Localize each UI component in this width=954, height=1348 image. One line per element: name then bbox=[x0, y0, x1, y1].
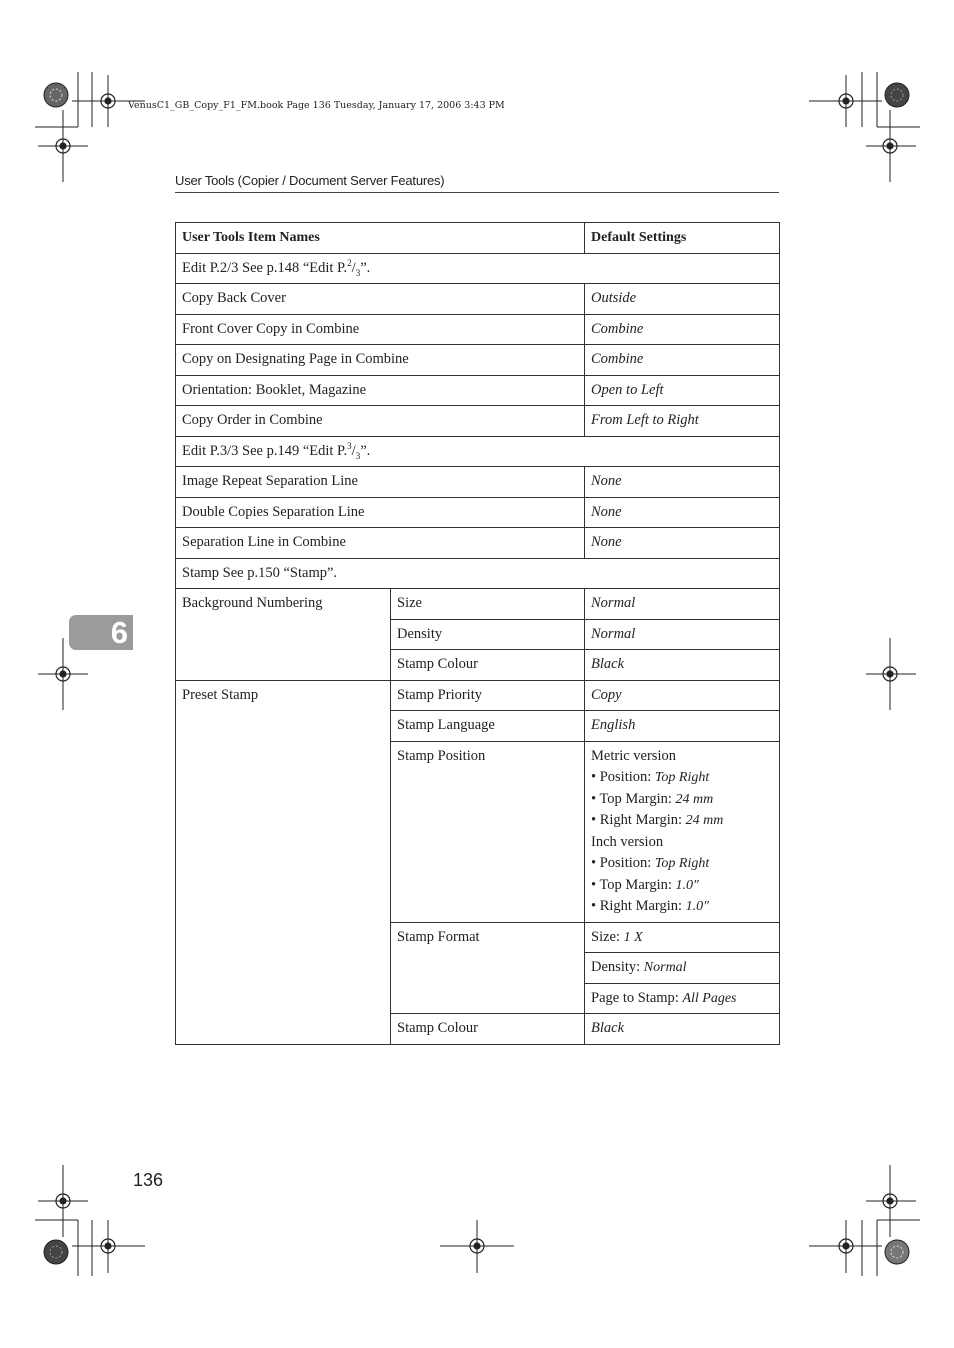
format-density bbox=[585, 953, 780, 984]
format-label: Page to Stamp: bbox=[591, 989, 683, 1006]
item-default: Normal bbox=[585, 589, 780, 620]
sub-item-name: Size bbox=[391, 589, 585, 620]
item-default: Outside bbox=[585, 284, 780, 315]
table-row bbox=[176, 467, 780, 498]
group-preset-stamp: Preset Stamp bbox=[176, 680, 391, 1044]
running-head: User Tools (Copier / Document Server Features) bbox=[175, 173, 445, 188]
sub-item-name: Stamp Format bbox=[391, 922, 585, 1014]
bullet-label: • Right Margin: bbox=[591, 898, 686, 914]
bullet-value: Top Right bbox=[654, 770, 710, 785]
file-info: VenusC1_GB_Copy_F1_FM.book Page 136 Tuesday, January 17, 2006 3:43 PM bbox=[128, 100, 505, 111]
bullet-value: 1.0″ bbox=[685, 899, 709, 914]
item-default: Black bbox=[585, 650, 780, 681]
item-default: Open to Left bbox=[585, 375, 780, 406]
item-default: From Left to Right bbox=[585, 406, 780, 437]
sub-item-name: Stamp Position bbox=[391, 741, 585, 922]
table-row bbox=[176, 589, 780, 620]
item-name: Copy Back Cover bbox=[176, 284, 585, 315]
sub-item-name: Density bbox=[391, 619, 585, 650]
table-row bbox=[176, 406, 780, 437]
bullet-value: 1.0″ bbox=[675, 877, 699, 893]
bullet-label: • Right Margin: bbox=[591, 812, 686, 828]
header-defaults: Default Settings bbox=[585, 223, 780, 254]
bullet-value: 24 mm bbox=[675, 791, 714, 807]
section-edit2-sub: 3 bbox=[355, 267, 361, 278]
format-page-to-stamp bbox=[585, 983, 780, 1014]
sub-item-name: Stamp Colour bbox=[391, 1014, 585, 1045]
table-header-row bbox=[176, 223, 780, 254]
bullet-label: • Position: bbox=[591, 769, 655, 785]
item-default: English bbox=[585, 711, 780, 742]
item-default: Black bbox=[585, 1014, 780, 1045]
format-value: 1 X bbox=[623, 929, 643, 945]
item-default: None bbox=[585, 467, 780, 498]
item-default: Combine bbox=[585, 314, 780, 345]
table-row bbox=[176, 497, 780, 528]
bullet-value: 24 mm bbox=[685, 813, 724, 828]
section-edit2-post: ”. bbox=[360, 259, 371, 276]
section-edit2-pre: Edit P.2/3 See p.148 “Edit P. bbox=[182, 259, 348, 276]
section-edit3-sub: 3 bbox=[355, 450, 361, 461]
table-row bbox=[176, 284, 780, 315]
inch-right-margin bbox=[591, 896, 773, 918]
section-edit3 bbox=[176, 436, 780, 467]
metric-right-margin bbox=[591, 810, 773, 832]
item-name: Orientation: Booklet, Magazine bbox=[176, 375, 585, 406]
sub-item-name: Stamp Colour bbox=[391, 650, 585, 681]
table-row bbox=[176, 528, 780, 559]
item-default: Copy bbox=[585, 680, 780, 711]
item-default: Normal bbox=[585, 619, 780, 650]
format-label: Size: bbox=[591, 928, 624, 945]
group-background-numbering: Background Numbering bbox=[176, 589, 391, 681]
sub-item-name: Stamp Priority bbox=[391, 680, 585, 711]
table-row bbox=[176, 375, 780, 406]
section-edit3-pre: Edit P.3/3 See p.149 “Edit P. bbox=[182, 442, 348, 459]
sub-item-name: Stamp Language bbox=[391, 711, 585, 742]
bullet-label: • Top Margin: bbox=[591, 790, 676, 807]
section-stamp: Stamp See p.150 “Stamp”. bbox=[176, 558, 780, 589]
item-default: None bbox=[585, 497, 780, 528]
page-number: 136 bbox=[133, 1170, 164, 1190]
table-row bbox=[176, 314, 780, 345]
section-edit3-post: ”. bbox=[360, 442, 371, 459]
format-size bbox=[585, 922, 780, 953]
section-row-edit2 bbox=[176, 253, 780, 284]
item-name: Front Cover Copy in Combine bbox=[176, 314, 585, 345]
inch-top-margin bbox=[591, 875, 773, 897]
section-row-stamp bbox=[176, 558, 780, 589]
section-edit2 bbox=[176, 253, 780, 284]
section-edit2-sup: 2 bbox=[347, 257, 352, 268]
table-row bbox=[176, 680, 780, 711]
bullet-label: • Position: bbox=[591, 855, 655, 871]
header-rule bbox=[175, 192, 779, 193]
format-value: Normal bbox=[643, 960, 687, 975]
inch-position bbox=[591, 853, 773, 875]
header-names: User Tools Item Names bbox=[176, 223, 585, 254]
metric-top-margin bbox=[591, 789, 773, 811]
metric-title: Metric version bbox=[591, 747, 676, 764]
settings-table bbox=[175, 222, 780, 1045]
chapter-number: 6 bbox=[110, 615, 128, 650]
section-edit2-mid: / bbox=[351, 259, 356, 276]
item-name: Image Repeat Separation Line bbox=[176, 467, 585, 498]
item-name: Copy on Designating Page in Combine bbox=[176, 345, 585, 376]
section-row-edit3 bbox=[176, 436, 780, 467]
item-default: Combine bbox=[585, 345, 780, 376]
inch-title: Inch version bbox=[591, 833, 664, 850]
bullet-value: Top Right bbox=[654, 856, 710, 871]
stamp-position-defaults bbox=[585, 741, 780, 922]
format-label: Density: bbox=[591, 959, 644, 975]
format-value: All Pages bbox=[682, 990, 737, 1006]
item-name: Double Copies Separation Line bbox=[176, 497, 585, 528]
item-default: None bbox=[585, 528, 780, 559]
chapter-tab bbox=[69, 615, 133, 650]
section-edit3-sup: 3 bbox=[347, 440, 352, 451]
metric-position bbox=[591, 767, 773, 789]
bullet-label: • Top Margin: bbox=[591, 876, 676, 893]
table-row bbox=[176, 345, 780, 376]
section-edit3-mid: / bbox=[351, 442, 356, 459]
item-name: Copy Order in Combine bbox=[176, 406, 585, 437]
item-name: Separation Line in Combine bbox=[176, 528, 585, 559]
